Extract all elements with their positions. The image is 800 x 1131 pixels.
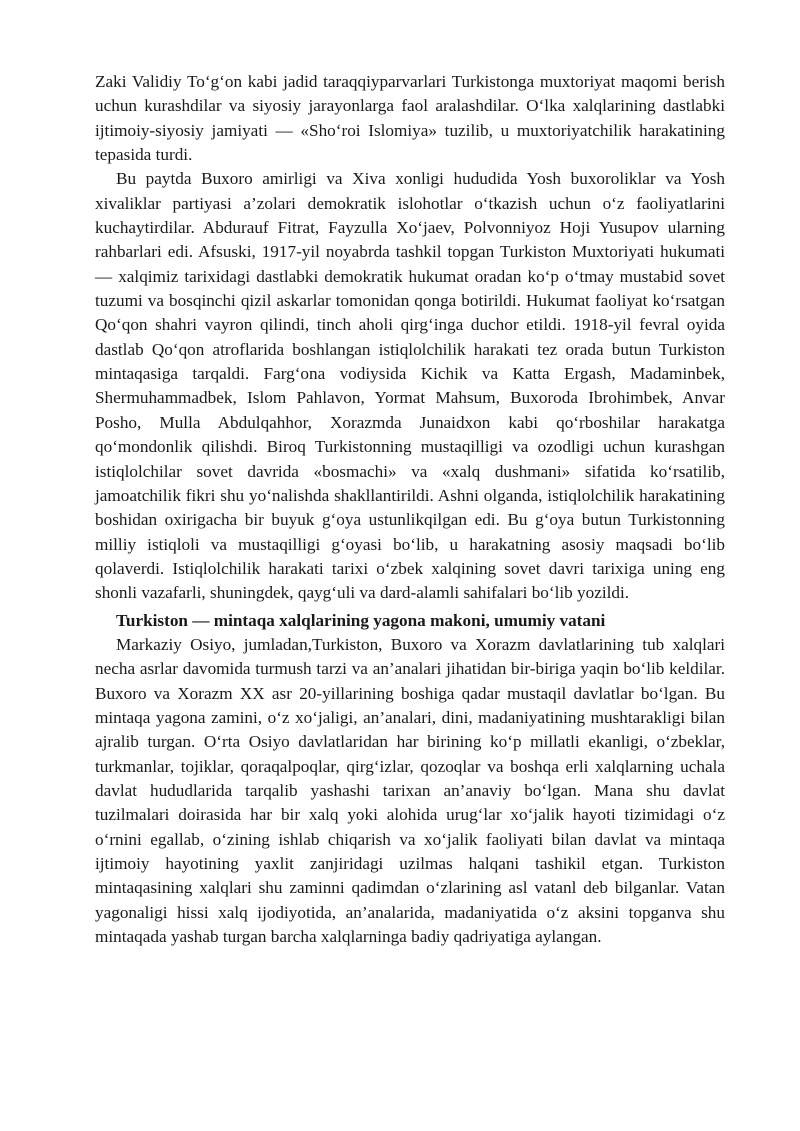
section-heading: Turkiston — mintaqa xalqlarining yagona makoni, umumiy vatani: [116, 610, 606, 630]
paragraph-muxtoriyat: Zaki Validiy To‘g‘on kabi jadid taraqqiyparvarlari Turkistonga muxtoriyat maqomi berish uchun kurashdilar va siyosiy jarayonlarga faol aralashdilar. O‘lka xalqlarining dastlabki ijtimoiy-siyosiy jamiyati — «Sho‘roi Islomiya» tuzilib, u muxtoriyatchilik harakatining tepasida turdi.: [95, 72, 725, 165]
document-page: [95, 70, 725, 949]
paragraph-istiqlolchilik: Bu paytda Buxoro amirligi va Xiva xonligi hududida Yosh buxoroliklar va Yosh xivaliklar partiyasi a’zolari demokratik islohotlar o‘tkazish uchun o‘z faoliyatlarini kuchaytirdilar. Abdurauf Fitrat, Fayzulla Xo‘jaev, Polvonniyoz Hoji Yusupov ularning rahbarlari edi. Afsuski, 1917-yil noyabrda tashkil topgan Turkiston Muxtoriyati hukumati — xalqimiz tarixidagi dastlabki demokratik hukumat oradan ko‘p o‘tmay mustabid sovet tuzumi va bosqinchi qizil askarlar tomonidan qonga botirildi. Hukumat faoliyat ko‘rsatgan Qo‘qon shahri vayron qilindi, tinch aholi qirg‘inga duchor etildi. 1918-yil fevral oyida dastlab Qo‘qon atroflarida boshlangan istiqlolchilik harakati tez orada butun Turkiston mintaqasiga tarqaldi. Farg‘ona vodiysida Kichik va Katta Ergash, Madaminbek, Shermuhammadbek, Islom Pahlavon, Yormat Mahsum, Buxoroda Ibrohimbek, Anvar Posho, Mulla Abdulqahhor, Xorazmda Junaidxon kabi qo‘rboshilar harakatga qo‘mondonlik qilishdi. Biroq Turkistonning mustaqilligi va ozodligi uchun kurashgan istiqlolchilar sovet davrida «bosmachi» va «xalq dushmani» sifatida ko‘rsatilib, jamoatchilik fikri shu yo‘nalishda shakllantirildi. Ashni olganda, istiqlolchilik harakatining boshidan oxirigacha bir buyuk g‘oya ustunlikqilgan edi. Bu g‘oya butun Turkistonning milliy istiqloli va mustaqilligi g‘oyasi bo‘lib, u harakatning asosiy maqsadi bo‘lib qolaverdi. Istiqlolchilik harakati tarixi o‘zbek xalqining sovet davri tarixiga uning eng shonli vazafarli, shuningdek, qayg‘uli va dard-alamli sahifalari bo‘lib yozildi.: [95, 169, 725, 603]
paragraph-markaziy-osiyo: Markaziy Osiyo, jumladan,Turkiston, Buxoro va Xorazm davlatlarining tub xalqlari necha asrlar davomida turmush tarzi va an’analari jihatidan bir-biriga yaqin bo‘lib keldilar. Buxoro va Xorazm XX asr 20-yillarining boshiga qadar mustaqil davlatlar bo‘lgan. Bu mintaqa yagona zamini, o‘z xo‘jaligi, an’analari, dini, madaniyatining mushtarakligi bilan ajralib turgan. O‘rta Osiyo davlatlaridan har birining ko‘p millatli ekanligi, o‘zbeklar, turkmanlar, tojiklar, qoraqalpoqlar, qirg‘izlar, qozoqlar va boshqa erli xalqlarning uchala davlat hududlarida tarqalib yashashi tarixan an’anaviy bo‘lgan. Mana shu davlat tuzilmalari doirasida har bir xalq yoki alohida urug‘lar xo‘jalik hayoti tizimidagi o‘z o‘rnini egallab, o‘zining ishlab chiqarish va xo‘jalik faoliyati bilan davlat va mintaqa ijtimoiy hayotining yaxlit zanjiridagi uzilmas halqani tashikil etgan. Turkiston mintaqasining xalqlari shu zaminni qadimdan o‘zlarining asl vatanl deb bilganlar. Vatan yagonaligi hissi xalq ijodiyotida, an’analarida, madaniyatida o‘z aksini topganva shu mintaqada yashab turgan barcha xalqlarninga badiy qadriyatiga aylangan.: [95, 634, 725, 947]
